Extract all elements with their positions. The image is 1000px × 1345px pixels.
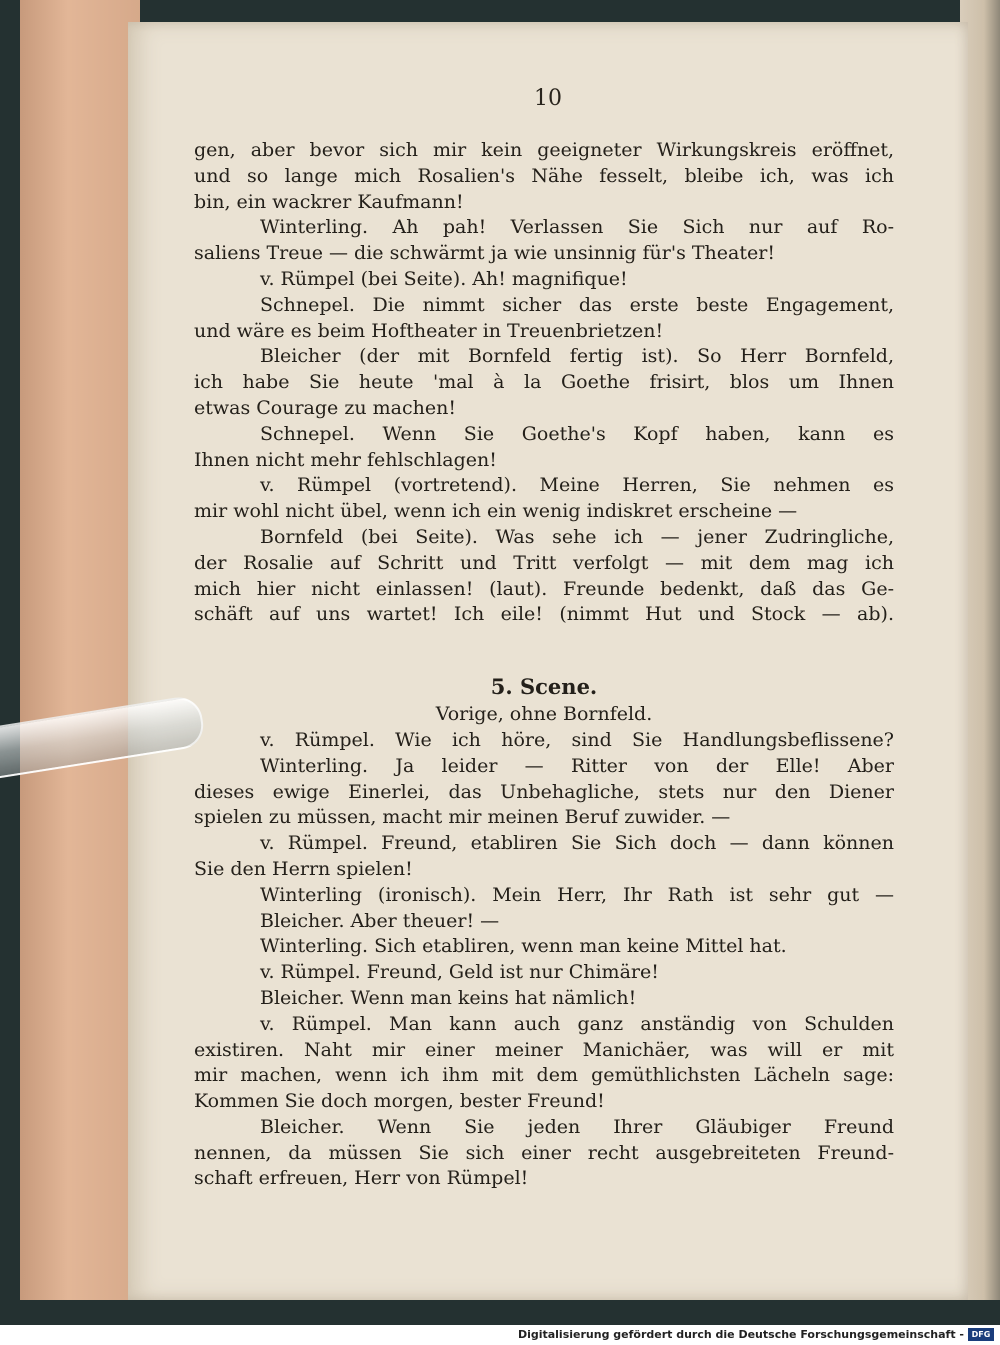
text-line: Sie den Herrn spielen! (194, 857, 413, 880)
text-line: v. Rümpel (vortretend). Meine Herren, Sie nehmen es (260, 474, 894, 497)
text-line: Winterling (ironisch). Mein Herr, Ihr Rath ist sehr gut — (260, 883, 894, 906)
text-line: v. Rümpel. Wie ich höre, sind Sie Handlungsbeflissene? (260, 728, 894, 751)
page-text (194, 138, 894, 1192)
text-line: Bleicher. Wenn man keins hat nämlich! (260, 986, 637, 1009)
scene-heading: 5. Scene. (490, 674, 598, 700)
scene-subheading: Vorige, ohne Bornfeld. (435, 703, 653, 726)
text-line: und so lange mich Rosalien's Nähe fesselt, bleibe ich, was ich (194, 164, 894, 187)
text-line: Winterling. Ah pah! Verlassen Sie Sich nur auf Ro- (260, 216, 894, 239)
text-line: etwas Courage zu machen! (194, 396, 456, 419)
text-line: mich hier nicht einlassen! (laut). Freunde bedenkt, daß das Ge- (194, 577, 894, 600)
text-line: schaft erfreuen, Herr von Rümpel! (194, 1167, 529, 1190)
text-line: saliens Treue — die schwärmt ja wie unsinnig für's Theater! (194, 242, 775, 265)
text-line: bin, ein wackrer Kaufmann! (194, 190, 464, 213)
book-page (128, 22, 968, 1300)
page-number: 10 (534, 86, 562, 111)
text-line: Kommen Sie doch morgen, bester Freund! (194, 1090, 605, 1113)
text-line: v. Rümpel. Freund, etabliren Sie Sich doch — dann können (260, 832, 894, 855)
text-line: v. Rümpel. Man kann auch ganz anständig von Schulden (260, 1012, 894, 1035)
text-line: Bleicher. Aber theuer! — (260, 909, 500, 932)
footer-bar (0, 1325, 1000, 1345)
text-line: v. Rümpel (bei Seite). Ah! magnifique! (260, 267, 628, 290)
text-line: Bleicher. Wenn Sie jeden Ihrer Gläubiger Freund (260, 1115, 894, 1138)
text-line: existiren. Naht mir einer meiner Manichäer, was will er mit (194, 1038, 894, 1061)
dfg-logo: DFG (968, 1328, 994, 1341)
text-line: Winterling. Ja leider — Ritter von der Elle! Aber (260, 754, 894, 777)
footer-credit: Digitalisierung gefördert durch die Deutsche Forschungsgemeinschaft - (517, 1328, 964, 1341)
text-line: v. Rümpel. Freund, Geld ist nur Chimäre! (260, 961, 659, 984)
text-line: nennen, da müssen Sie sich einer recht ausgebreiteten Freund- (194, 1141, 894, 1164)
text-line: Bornfeld (bei Seite). Was sehe ich — jener Zudringliche, (260, 525, 894, 548)
text-line: mir machen, wenn ich ihm mit dem gemüthlichsten Lächeln sage: (194, 1064, 894, 1087)
text-line: mir wohl nicht übel, wenn ich ein wenig indiskret erscheine — (194, 500, 798, 523)
text-line: Schnepel. Die nimmt sicher das erste beste Engagement, (260, 293, 894, 316)
text-line: Bleicher (der mit Bornfeld fertig ist). So Herr Bornfeld, (260, 345, 894, 368)
book-cover-left (20, 0, 140, 1300)
text-line: und wäre es beim Hoftheater in Treuenbrietzen! (194, 319, 664, 342)
text-line: dieses ewige Einerlei, das Unbehagliche, stets nur den Diener (194, 780, 894, 803)
text-line: spielen zu müssen, macht mir meinen Beruf zuwider. — (194, 806, 731, 829)
text-line: Schnepel. Wenn Sie Goethe's Kopf haben, kann es (260, 422, 894, 445)
text-line: der Rosalie auf Schritt und Tritt verfolgt — mit dem mag ich (194, 551, 894, 574)
text-line: gen, aber bevor sich mir kein geeigneter Wirkungskreis eröffnet, (194, 139, 894, 161)
text-line: ich habe Sie heute 'mal à la Goethe frisirt, blos um Ihnen (194, 371, 894, 394)
text-block-top (194, 138, 894, 628)
text-line: Winterling. Sich etabliren, wenn man keine Mittel hat. (260, 935, 787, 958)
text-block-bottom (194, 728, 894, 1192)
text-line: schäft auf uns wartet! Ich eile! (nimmt Hut und Stock — ab). (194, 603, 894, 626)
text-line: Ihnen nicht mehr fehlschlagen! (194, 448, 497, 471)
